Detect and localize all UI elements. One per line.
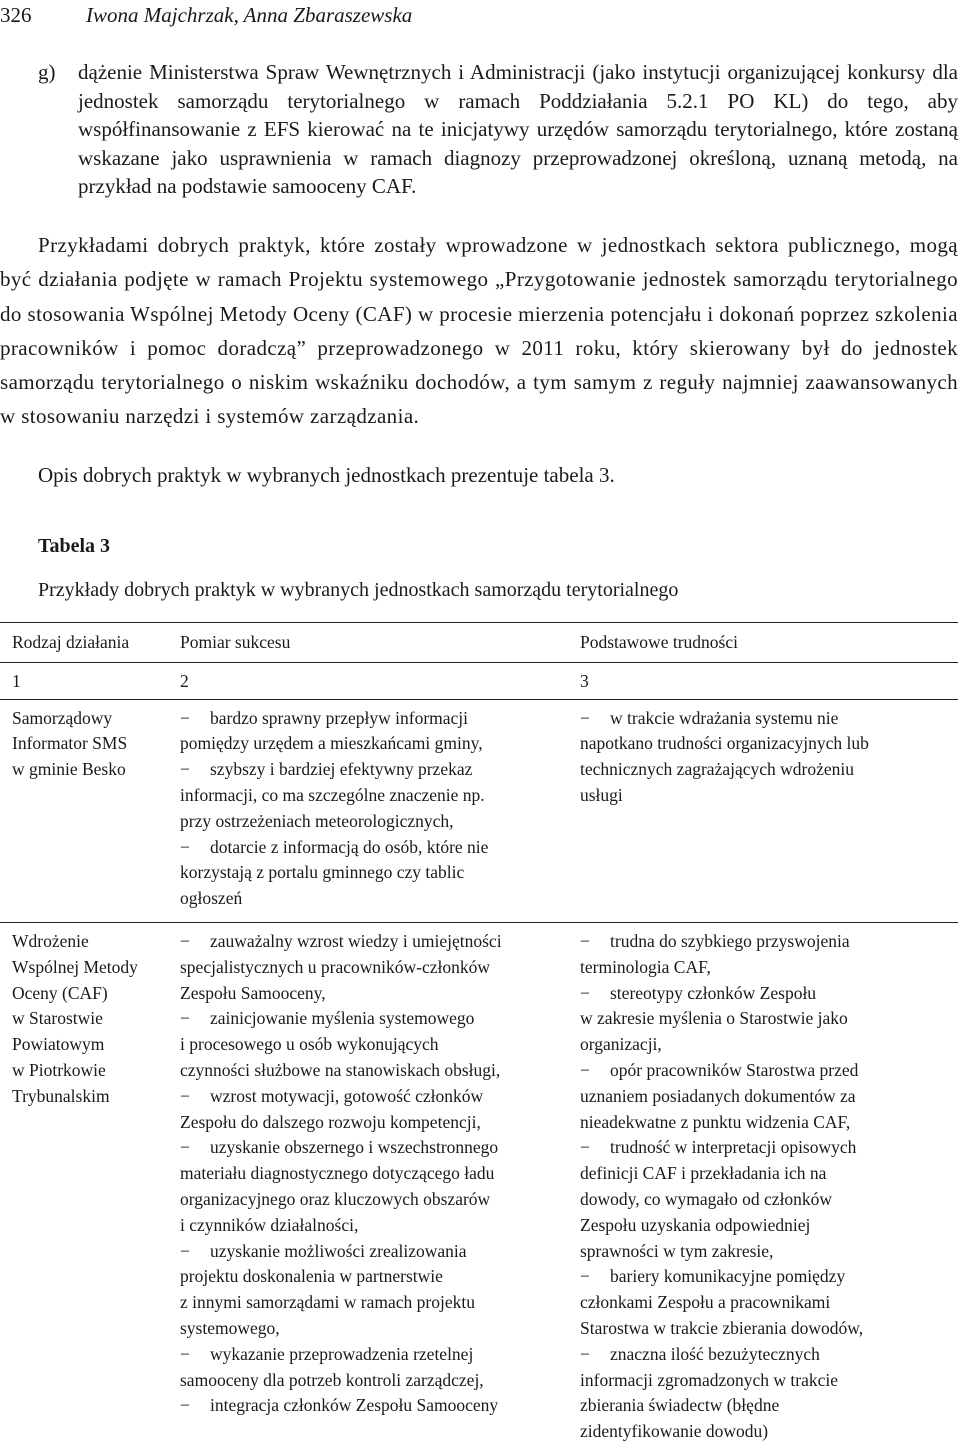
cell-line bbox=[180, 757, 556, 783]
cell-line bbox=[180, 1393, 556, 1419]
cell-line-text: w Piotrkowie bbox=[12, 1059, 106, 1080]
table-header-row bbox=[0, 623, 958, 663]
cell-line bbox=[580, 929, 946, 955]
cell-line bbox=[580, 1239, 946, 1265]
cell-line-text: ogłoszeń bbox=[180, 888, 243, 909]
cell-line bbox=[580, 1419, 946, 1445]
list-dash: − bbox=[180, 1085, 190, 1106]
table-row bbox=[0, 699, 958, 922]
cell-line bbox=[12, 1058, 156, 1084]
cell-line-text: samooceny dla potrzeb kontroli zarządczej, bbox=[180, 1369, 484, 1390]
list-dash: − bbox=[180, 1343, 190, 1364]
column-number: 3 bbox=[568, 662, 958, 699]
cell-line bbox=[180, 886, 556, 912]
cell-line-text: systemowego, bbox=[180, 1317, 280, 1338]
table-row bbox=[0, 922, 958, 1448]
cell-line-text: stereotypy członków Zespołu bbox=[610, 982, 817, 1003]
cell-line-text: technicznych zagrażających wdrożeniu bbox=[580, 759, 855, 780]
table-column-numbers-row bbox=[0, 662, 958, 699]
cell-line-text: usługi bbox=[580, 784, 623, 805]
cell-line bbox=[180, 1084, 556, 1110]
cell-line-text: czynności służbowe na stanowiskach obsługi, bbox=[180, 1059, 501, 1080]
cell-action bbox=[0, 922, 168, 1448]
cell-line-text: w zakresie myślenia o Starostwie jako bbox=[580, 1008, 848, 1029]
cell-line-text: dotarcie z informacją do osób, które nie bbox=[210, 836, 489, 857]
cell-line bbox=[180, 783, 556, 809]
cell-line-text: Trybunalskim bbox=[12, 1085, 110, 1106]
column-number: 2 bbox=[168, 662, 568, 699]
cell-line-text: Zespołu do dalszego rozwoju kompetencji, bbox=[180, 1111, 481, 1132]
cell-line bbox=[580, 1393, 946, 1419]
cell-line bbox=[180, 1342, 556, 1368]
cell-line bbox=[580, 706, 946, 732]
cell-line-text: informacji zgromadzonych w trakcie bbox=[580, 1369, 839, 1390]
cell-line bbox=[12, 731, 156, 757]
cell-line-text: uzyskanie możliwości zrealizowania bbox=[210, 1240, 467, 1261]
column-number: 1 bbox=[0, 662, 168, 699]
cell-line bbox=[180, 1135, 556, 1161]
column-header-success: Pomiar sukcesu bbox=[168, 623, 568, 663]
cell-line bbox=[180, 731, 556, 757]
cell-line bbox=[12, 1084, 156, 1110]
list-dash: − bbox=[580, 1137, 590, 1158]
list-dash: − bbox=[180, 930, 190, 951]
cell-line-text: zauważalny wzrost wiedzy i umiejętności bbox=[210, 930, 502, 951]
cell-line bbox=[580, 1084, 946, 1110]
cell-line-text: szybszy i bardziej efektywny przekaz bbox=[210, 759, 473, 780]
body-paragraph-1: Przykładami dobrych praktyk, które zostały wprowadzone w jednostkach sektora publicznego, mogą być działania podjęte w ramach Projektu systemowego „Przygotowanie jednostek samorządu terytorialnego do stosowania Wspólnej Metody Oceny (CAF) w procesie mierzenia potencjału i dokonań poprzez szkolenia pracowników i pomoc doradczą” przeprowadzonego w 2011 roku, który skierowany był do jednostek samorządu terytorialnego o niskim wskaźniku dochodów, a tym samym z reguły najmniej zaawansowanych w stosowaniu narzędzi i systemów zarządzania. bbox=[0, 233, 958, 429]
cell-line bbox=[180, 955, 556, 981]
cell-line-text: Zespołu uzyskania odpowiedniej bbox=[580, 1214, 811, 1235]
cell-line bbox=[580, 1110, 946, 1136]
table-caption: Przykłady dobrych praktyk w wybranych jednostkach samorządu terytorialnego bbox=[38, 579, 679, 601]
cell-line bbox=[580, 1342, 946, 1368]
cell-line-text: organizacji, bbox=[580, 1034, 662, 1055]
cell-line-text: Wspólnej Metody bbox=[12, 956, 138, 977]
cell-line bbox=[580, 1187, 946, 1213]
cell-line bbox=[580, 1161, 946, 1187]
list-dash: − bbox=[180, 1137, 190, 1158]
cell-line-text: przy ostrzeżeniach meteorologicznych, bbox=[180, 810, 454, 831]
list-item-label: g) bbox=[38, 60, 56, 84]
cell-action bbox=[0, 699, 168, 922]
cell-line bbox=[180, 981, 556, 1007]
list-item-g bbox=[38, 58, 958, 201]
cell-line bbox=[580, 1213, 946, 1239]
cell-line bbox=[180, 1006, 556, 1032]
cell-line-text: sprawności w tym zakresie, bbox=[580, 1240, 774, 1261]
cell-line-text: wykazanie przeprowadzenia rzetelnej bbox=[210, 1343, 474, 1364]
cell-line-text: bardzo sprawny przepływ informacji bbox=[210, 707, 469, 728]
cell-line-text: definicji CAF i przekładania ich na bbox=[580, 1163, 827, 1184]
cell-line-text: nieadekwatne z punktu widzenia CAF, bbox=[580, 1111, 851, 1132]
cell-line bbox=[180, 1316, 556, 1342]
cell-line bbox=[580, 1290, 946, 1316]
list-dash: − bbox=[580, 930, 590, 951]
list-dash: − bbox=[580, 1059, 590, 1080]
column-header-difficulties: Podstawowe trudności bbox=[568, 623, 958, 663]
cell-line bbox=[180, 835, 556, 861]
cell-line-text: Wdrożenie bbox=[12, 930, 89, 951]
cell-line bbox=[580, 1006, 946, 1032]
cell-line bbox=[580, 981, 946, 1007]
cell-line-text: uzyskanie obszernego i wszechstronnego bbox=[210, 1137, 499, 1158]
cell-line-text: Starostwa w trakcie zbierania dowodów, bbox=[580, 1317, 864, 1338]
cell-line-text: Zespołu Samooceny, bbox=[180, 982, 326, 1003]
cell-line bbox=[180, 1290, 556, 1316]
cell-line-text: z innymi samorządami w ramach projektu bbox=[180, 1292, 475, 1313]
list-item-text: dążenie Ministerstwa Spraw Wewnętrznych i Administracji (jako instytucji organizującej konkursy dla jednostek samorządu terytorialnego w ramach Poddziałania 5.2.1 PO KL) do tego, aby współfinansowanie z EFS kierować na te inicjatywy urzędów samorządu terytorialnego, które zostaną wskazane jako usprawnienia w ramach diagnozy przeprowadzonej określoną, uznaną metodą, na przykład na podstawie samooceny CAF. bbox=[78, 60, 958, 199]
cell-line-text: i czynników działalności, bbox=[180, 1214, 359, 1235]
cell-line-text: i procesowego u osób wykonujących bbox=[180, 1034, 439, 1055]
cell-line bbox=[580, 783, 946, 809]
list-dash: − bbox=[180, 707, 190, 728]
cell-line bbox=[580, 1135, 946, 1161]
cell-line-text: terminologia CAF, bbox=[580, 956, 711, 977]
cell-line bbox=[12, 955, 156, 981]
cell-line-text: integracja członków Zespołu Samooceny bbox=[210, 1395, 499, 1416]
good-practices-table bbox=[0, 622, 958, 1449]
cell-success bbox=[168, 922, 568, 1448]
cell-line bbox=[580, 731, 946, 757]
cell-line bbox=[180, 929, 556, 955]
running-head: Iwona Majchrzak, Anna Zbaraszewska bbox=[86, 3, 413, 27]
list-dash: − bbox=[180, 1240, 190, 1261]
list-dash: − bbox=[180, 759, 190, 780]
list-dash: − bbox=[580, 1266, 590, 1287]
cell-success bbox=[168, 699, 568, 922]
cell-line bbox=[180, 1239, 556, 1265]
cell-line-text: materiału diagnostycznego dotyczącego ładu bbox=[180, 1163, 495, 1184]
cell-line-text: Powiatowym bbox=[12, 1034, 105, 1055]
cell-line-text: trudność w interpretacji opisowych bbox=[610, 1137, 857, 1158]
cell-line bbox=[580, 757, 946, 783]
cell-line bbox=[180, 1264, 556, 1290]
cell-line bbox=[180, 706, 556, 732]
list-dash: − bbox=[580, 707, 590, 728]
cell-line-text: w Starostwie bbox=[12, 1008, 103, 1029]
cell-line bbox=[180, 1161, 556, 1187]
cell-line-text: zidentyfikowanie dowodu) bbox=[580, 1421, 769, 1442]
cell-line bbox=[180, 1187, 556, 1213]
column-header-action: Rodzaj działania bbox=[0, 623, 168, 663]
cell-line bbox=[12, 757, 156, 783]
list-dash: − bbox=[580, 982, 590, 1003]
cell-line-text: trudna do szybkiego przyswojenia bbox=[610, 930, 850, 951]
cell-line-text: w trakcie wdrażania systemu nie bbox=[610, 707, 839, 728]
cell-line-text: zainicjowanie myślenia systemowego bbox=[210, 1008, 475, 1029]
cell-line-text: uznaniem posiadanych dokumentów za bbox=[580, 1085, 856, 1106]
cell-line-text: korzystają z portalu gminnego czy tablic bbox=[180, 862, 465, 883]
cell-line-text: bariery komunikacyjne pomiędzy bbox=[610, 1266, 846, 1287]
cell-line bbox=[12, 1006, 156, 1032]
page-header bbox=[0, 0, 960, 30]
cell-line-text: w gminie Besko bbox=[12, 759, 126, 780]
cell-line-text: znaczna ilość bezużytecznych bbox=[610, 1343, 820, 1364]
list-dash: − bbox=[180, 1395, 190, 1416]
cell-line-text: wzrost motywacji, gotowość członków bbox=[210, 1085, 484, 1106]
table-label: Tabela 3 bbox=[38, 535, 111, 557]
cell-line-text: opór pracowników Starostwa przed bbox=[610, 1059, 859, 1080]
page-number: 326 bbox=[0, 3, 32, 27]
cell-line bbox=[580, 1368, 946, 1394]
cell-line bbox=[180, 860, 556, 886]
cell-line-text: informacji, co ma szczególne znaczenie np. bbox=[180, 784, 485, 805]
cell-line bbox=[180, 1032, 556, 1058]
list-dash: − bbox=[180, 1008, 190, 1029]
cell-line bbox=[580, 1316, 946, 1342]
cell-line-text: projektu doskonalenia w partnerstwie bbox=[180, 1266, 443, 1287]
cell-difficulties bbox=[568, 699, 958, 922]
cell-line-text: Oceny (CAF) bbox=[12, 982, 108, 1003]
body-paragraph-2: Opis dobrych praktyk w wybranych jednostkach prezentuje tabela 3. bbox=[38, 463, 615, 487]
cell-line bbox=[180, 1058, 556, 1084]
list-dash: − bbox=[580, 1343, 590, 1364]
list-dash: − bbox=[180, 836, 190, 857]
cell-line bbox=[12, 1032, 156, 1058]
cell-difficulties bbox=[568, 922, 958, 1448]
cell-line bbox=[580, 1032, 946, 1058]
cell-line bbox=[12, 706, 156, 732]
cell-line-text: specjalistycznych u pracowników-członków bbox=[180, 956, 491, 977]
cell-line-text: organizacyjnego oraz kluczowych obszarów bbox=[180, 1188, 491, 1209]
cell-line bbox=[12, 981, 156, 1007]
cell-line-text: członkami Zespołu a pracownikami bbox=[580, 1292, 831, 1313]
cell-line-text: zbierania świadectw (błędne bbox=[580, 1395, 780, 1416]
cell-line bbox=[180, 809, 556, 835]
cell-line bbox=[180, 1213, 556, 1239]
cell-line bbox=[580, 1264, 946, 1290]
cell-line bbox=[180, 1368, 556, 1394]
cell-line bbox=[12, 929, 156, 955]
cell-line-text: Samorządowy bbox=[12, 707, 113, 728]
cell-line-text: napotkano trudności organizacyjnych lub bbox=[580, 733, 869, 754]
cell-line bbox=[580, 955, 946, 981]
cell-line-text: pomiędzy urzędem a mieszkańcami gminy, bbox=[180, 733, 483, 754]
cell-line bbox=[180, 1110, 556, 1136]
cell-line-text: Informator SMS bbox=[12, 733, 128, 754]
cell-line bbox=[580, 1058, 946, 1084]
cell-line-text: dowody, co wymagało od członków bbox=[580, 1188, 833, 1209]
